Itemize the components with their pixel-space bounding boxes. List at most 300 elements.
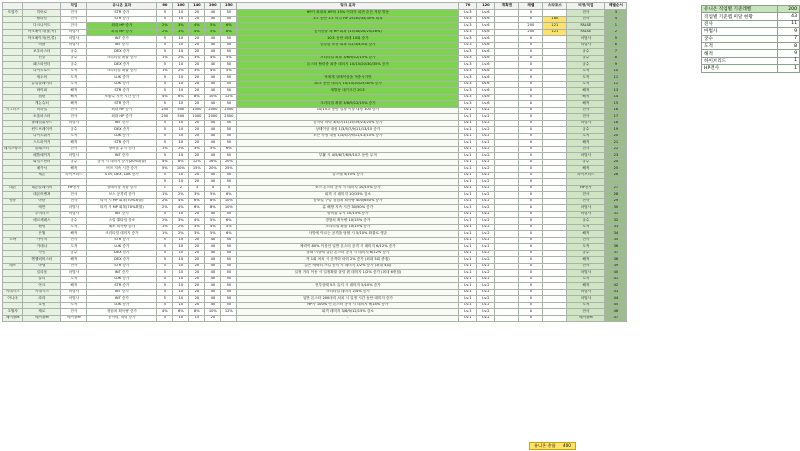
group-cell[interactable]: 노바 (3, 237, 23, 244)
class-cell[interactable]: 마법사 (61, 42, 87, 49)
union-effect-cell[interactable]: 상태이상 저항 증가 (87, 185, 157, 192)
level-250-cell[interactable]: 50 (221, 153, 237, 160)
link-lv2-cell[interactable]: Lv.6 (477, 75, 495, 82)
level-cell[interactable]: 0 (519, 231, 543, 238)
level-cell[interactable]: 0 (519, 36, 543, 43)
job-name-cell[interactable]: 카데나 (23, 244, 61, 251)
level-100-cell[interactable]: 10 (173, 62, 189, 69)
level-100-cell[interactable]: 10 (173, 172, 189, 179)
class-cell[interactable]: 전사 (61, 263, 87, 270)
union-effect-cell[interactable]: 경험치 획득량 증가 (87, 309, 157, 316)
level-200-cell[interactable]: 4 (205, 185, 221, 192)
class-cell[interactable]: 전사 (61, 192, 87, 199)
class-cell[interactable]: 해적 (61, 140, 87, 147)
order-cell[interactable]: 8 (605, 55, 627, 62)
level-cell[interactable]: 0 (519, 146, 543, 153)
order-cell[interactable]: 36 (605, 244, 627, 251)
level-cell[interactable]: 0 (519, 16, 543, 23)
level-cell[interactable]: 0 (519, 224, 543, 231)
link-effect-cell[interactable]: 상태이상 내성 1/3/5/7/9/11/13/15 증가 (237, 127, 459, 134)
state-cell[interactable]: 궁수 (567, 55, 605, 62)
level-cell[interactable]: 0 (519, 276, 543, 283)
union-effect-cell[interactable]: 스킬 쿨타임 감소 (87, 218, 157, 225)
state-cell[interactable]: 도적 (567, 276, 605, 283)
level-100-cell[interactable]: 10 (173, 120, 189, 127)
class-cell[interactable]: 궁수 (61, 55, 87, 62)
level-250-cell[interactable]: 50 (221, 49, 237, 56)
level-100-cell[interactable]: 10 (173, 276, 189, 283)
level-100-cell[interactable]: 8% (173, 159, 189, 166)
link-lv2-cell[interactable]: Lv.2 (477, 283, 495, 290)
level-cell[interactable]: 0 (519, 10, 543, 17)
level-140-cell[interactable]: 20 (189, 270, 205, 277)
class-cell[interactable]: 마법사 (61, 120, 87, 127)
link-lv2-cell[interactable]: Lv.6 (477, 10, 495, 17)
level-200-cell[interactable]: 5% (205, 23, 221, 30)
link-effect-cell[interactable]: 3초 동안 1초 마다 HP 25/30/35/30% 회복 (237, 16, 459, 23)
level-200-cell[interactable]: 40 (205, 88, 221, 95)
class-cell[interactable]: 궁수 (61, 49, 87, 56)
level-250-cell[interactable]: 50 (221, 244, 237, 251)
level-100-cell[interactable]: 10 (173, 140, 189, 147)
state-cell[interactable]: FALSE (567, 29, 605, 36)
level-140-cell[interactable]: 20 (189, 263, 205, 270)
level-60-cell[interactable]: 250 (157, 114, 173, 121)
state-cell[interactable]: 도적 (567, 68, 605, 75)
state-cell[interactable]: 도적 (567, 81, 605, 88)
order-cell[interactable]: 43 (605, 289, 627, 296)
level-cell[interactable]: 0 (519, 198, 543, 205)
union-effect-cell[interactable]: LUK 증가 (87, 276, 157, 283)
level-60-cell[interactable]: 5 (157, 16, 173, 23)
order-cell[interactable]: 15 (605, 101, 627, 108)
level-cell[interactable]: 0 (519, 283, 543, 290)
level-60-cell[interactable]: 4% (157, 159, 173, 166)
class-cell[interactable]: 마법사 (61, 270, 87, 277)
link-lv1-cell[interactable]: Lv.1 (459, 185, 477, 192)
level-60-cell[interactable]: 4% (157, 309, 173, 316)
link-lv1-cell[interactable]: Lv.3 (459, 10, 477, 17)
link-lv1-cell[interactable]: Lv.3 (459, 49, 477, 56)
level-100-cell[interactable]: 10 (173, 10, 189, 17)
level-100-cell[interactable]: 10 (173, 257, 189, 264)
level-200-cell[interactable]: 40 (205, 36, 221, 43)
level-60-cell[interactable]: 5 (157, 101, 173, 108)
order-cell[interactable]: 31 (605, 211, 627, 218)
level-60-cell[interactable]: 1% (157, 146, 173, 153)
level-250-cell[interactable]: 50 (221, 270, 237, 277)
level-60-cell[interactable]: 2% (157, 23, 173, 30)
level-100-cell[interactable]: 10 (173, 289, 189, 296)
level-250-cell[interactable]: 50 (221, 36, 237, 43)
link-effect-cell[interactable]: 룬 해방 지속 시간 30/50% 증가 (237, 205, 459, 212)
level-60-cell[interactable]: 1 (157, 185, 173, 192)
level-140-cell[interactable]: 20 (189, 101, 205, 108)
level-60-cell[interactable]: 5 (157, 315, 173, 322)
link-lv1-cell[interactable]: Lv.3 (459, 88, 477, 95)
link-lv2-cell[interactable]: Lv.6 (477, 49, 495, 56)
level-100-cell[interactable]: 2% (173, 68, 189, 75)
group-cell[interactable]: 초월자 (3, 309, 23, 316)
state-cell[interactable]: 전사 (567, 114, 605, 121)
level-250-cell[interactable]: 6% (221, 231, 237, 238)
level-100-cell[interactable]: 10 (173, 81, 189, 88)
level-200-cell[interactable]: 5% (205, 29, 221, 36)
level-60-cell[interactable]: 4% (157, 94, 173, 101)
order-cell[interactable]: 38 (605, 257, 627, 264)
union-effect-cell[interactable]: INT 증가 (87, 211, 157, 218)
state-cell[interactable]: FALSE (567, 23, 605, 30)
link-lv2-cell[interactable]: Lv.2 (477, 263, 495, 270)
group-cell[interactable]: 모험가 (3, 10, 23, 17)
level-200-cell[interactable]: 40 (205, 75, 221, 82)
level-200-cell[interactable]: 40 (205, 16, 221, 23)
level-100-cell[interactable]: 4% (173, 205, 189, 212)
level-200-cell[interactable]: 20% (205, 166, 221, 173)
order-cell[interactable]: 16 (605, 107, 627, 114)
level-250-cell[interactable]: 6% (221, 218, 237, 225)
level-60-cell[interactable]: 5 (157, 211, 173, 218)
level-250-cell[interactable]: 50 (221, 276, 237, 283)
class-cell[interactable]: 해적 (61, 166, 87, 173)
group-cell[interactable]: 레지스탕스 (3, 146, 23, 153)
level-250-cell[interactable]: 6% (221, 192, 237, 199)
level-cell[interactable]: 200 (519, 23, 543, 30)
link-effect-cell[interactable]: 체력이 80% 이상인 일반 몬스터 공격 시 데미지 6/12% 증가 (237, 244, 459, 251)
link-lv1-cell[interactable]: Lv.1 (459, 289, 477, 296)
link-lv2-cell[interactable]: Lv.2 (477, 231, 495, 238)
level-250-cell[interactable]: 50 (221, 250, 237, 257)
state-cell[interactable]: 궁수 (567, 218, 605, 225)
state-cell[interactable]: 해적 (567, 140, 605, 147)
level-200-cell[interactable]: 4% (205, 224, 221, 231)
state-cell[interactable]: 전사 (567, 237, 605, 244)
state-cell[interactable]: 마법사 (567, 36, 605, 43)
union-effect-cell[interactable]: STR, DEX, LUK 증가 (87, 172, 157, 179)
order-cell[interactable]: 41 (605, 276, 627, 283)
job-name-cell[interactable]: 보우마스터 (23, 49, 61, 56)
order-cell[interactable]: 47 (605, 315, 627, 322)
level-250-cell[interactable]: 50 (221, 179, 237, 186)
link-lv1-cell[interactable]: Lv.1 (459, 276, 477, 283)
class-cell[interactable]: 전사 (61, 23, 87, 30)
link-effect-cell[interactable]: 크리티컬 데미지 2/4% 증가 (237, 289, 459, 296)
link-lv1-cell[interactable]: Lv.3 (459, 68, 477, 75)
level-cell[interactable]: 0 (519, 101, 543, 108)
order-cell[interactable]: 27 (605, 185, 627, 192)
level-140-cell[interactable]: 4% (189, 218, 205, 225)
class-cell[interactable]: 전사 (61, 107, 87, 114)
level-100-cell[interactable]: 10 (173, 296, 189, 303)
level-cell[interactable]: 0 (519, 257, 543, 264)
job-name-cell[interactable]: 메이플M (23, 315, 61, 322)
link-lv2-cell[interactable]: Lv.6 (477, 29, 495, 36)
link-effect-cell[interactable]: 보스 몬스터 공격 시 데미지 10/15% 증가 (237, 185, 459, 192)
order-cell[interactable]: 34 (605, 231, 627, 238)
link-effect-cell[interactable]: 피격 데미지 3/6/9/12/15% 감소 (237, 309, 459, 316)
level-140-cell[interactable]: 20 (189, 75, 205, 82)
level-250-cell[interactable]: 5% (221, 68, 237, 75)
order-cell[interactable]: 39 (605, 263, 627, 270)
level-250-cell[interactable]: 50 (221, 88, 237, 95)
level-140-cell[interactable]: 20 (189, 10, 205, 17)
level-200-cell[interactable]: 40 (205, 101, 221, 108)
job-name-cell[interactable]: 카인 (23, 250, 61, 257)
level-200-cell[interactable]: 2000 (205, 107, 221, 114)
class-cell[interactable]: 궁수 (61, 159, 87, 166)
level-250-cell[interactable]: 25% (221, 166, 237, 173)
state-cell[interactable]: HP전사 (567, 185, 605, 192)
link-lv1-cell[interactable]: Lv.1 (459, 205, 477, 212)
level-140-cell[interactable]: 20 (189, 211, 205, 218)
job-name-cell[interactable]: 다크나이트 (23, 23, 61, 30)
level-60-cell[interactable]: 5 (157, 270, 173, 277)
link-lv1-cell[interactable]: Lv.1 (459, 127, 477, 134)
level-250-cell[interactable]: 50 (221, 62, 237, 69)
state-cell[interactable]: 마법사 (567, 289, 605, 296)
order-cell[interactable]: 25 (605, 166, 627, 173)
link-lv1-cell[interactable]: Lv.1 (459, 120, 477, 127)
level-250-cell[interactable]: 5% (221, 55, 237, 62)
state-cell[interactable]: 해적 (567, 101, 605, 108)
group-cell[interactable]: 시그너스 (3, 107, 23, 114)
level-200-cell[interactable]: 40 (205, 62, 221, 69)
level-cell[interactable]: 0 (519, 211, 543, 218)
link-lv1-cell[interactable]: Lv.1 (459, 231, 477, 238)
link-lv2-cell[interactable]: Lv.6 (477, 94, 495, 101)
job-name-cell[interactable]: 아크메이지(썬,콜) (23, 36, 61, 43)
level-140-cell[interactable]: 8% (189, 309, 205, 316)
class-cell[interactable]: 전사 (61, 146, 87, 153)
link-effect-cell[interactable]: 10초 동안 최대 10회 증가 (237, 36, 459, 43)
order-cell[interactable]: 28 (605, 192, 627, 199)
union-effect-cell[interactable]: 타격 시 HP 회복(70%확률) (87, 198, 157, 205)
link-lv1-cell[interactable]: Lv.3 (459, 29, 477, 36)
link-lv1-cell[interactable]: Lv.1 (459, 270, 477, 277)
union-effect-cell[interactable]: 크리티컬 확률 증가 (87, 68, 157, 75)
union-effect-cell[interactable]: LUK 증가 (87, 81, 157, 88)
class-cell[interactable]: 마법사 (61, 153, 87, 160)
class-cell[interactable]: 궁수 (61, 62, 87, 69)
union-effect-cell[interactable]: 버프 지속 시간 증가 (87, 166, 157, 173)
state-cell[interactable]: 도적 (567, 133, 605, 140)
job-name-cell[interactable]: 데몬슬레이어 (23, 185, 61, 192)
level-60-cell[interactable]: 250 (157, 107, 173, 114)
level-60-cell[interactable]: 2% (157, 218, 173, 225)
level-60-cell[interactable]: 5 (157, 289, 173, 296)
order-cell[interactable]: 4 (605, 16, 627, 23)
level-60-cell[interactable]: 5 (157, 133, 173, 140)
level-250-cell[interactable]: 50 (221, 283, 237, 290)
level-140-cell[interactable]: 3% (189, 55, 205, 62)
level-100-cell[interactable]: 10 (173, 302, 189, 309)
link-lv2-cell[interactable]: Lv.2 (477, 179, 495, 186)
level-100-cell[interactable]: 3% (173, 29, 189, 36)
job-name-cell[interactable]: 제논 (23, 172, 61, 179)
level-100-cell[interactable]: 10 (173, 49, 189, 56)
level-cell[interactable]: 0 (519, 315, 543, 322)
level-200-cell[interactable]: 5% (205, 146, 221, 153)
level-200-cell[interactable]: 40 (205, 140, 221, 147)
level-100-cell[interactable]: 4% (173, 198, 189, 205)
link-lv1-cell[interactable]: Lv.3 (459, 23, 477, 30)
order-cell[interactable]: 1 (605, 23, 627, 30)
class-cell[interactable]: 해적 (61, 101, 87, 108)
level-100-cell[interactable]: 500 (173, 107, 189, 114)
level-cell[interactable]: 0 (519, 127, 543, 134)
order-cell[interactable]: 10 (605, 68, 627, 75)
link-effect-cell[interactable]: 같은 캐릭터 스킬 공격 시 데미지 1/2% 증가 (최대 4회) (237, 263, 459, 270)
group-cell[interactable]: 메이플M (3, 315, 23, 322)
level-140-cell[interactable]: 20 (189, 140, 205, 147)
level-250-cell[interactable]: 50 (221, 140, 237, 147)
level-200-cell[interactable]: 40 (205, 276, 221, 283)
link-effect-cell[interactable]: 모든 속성 내성 1/3/5/7/9/11/13/15% 증가 (237, 133, 459, 140)
link-lv2-cell[interactable]: Lv.2 (477, 153, 495, 160)
union-effect-cell[interactable]: INT 증가 (87, 153, 157, 160)
order-cell[interactable]: 7 (605, 49, 627, 56)
state-cell[interactable]: 마법사 (567, 270, 605, 277)
state-cell[interactable]: 해적 (567, 166, 605, 173)
level-200-cell[interactable]: 40 (205, 283, 221, 290)
link-lv1-cell[interactable]: Lv.1 (459, 133, 477, 140)
link-lv1-cell[interactable]: Lv.3 (459, 55, 477, 62)
level-200-cell[interactable]: 40 (205, 257, 221, 264)
link-lv1-cell[interactable]: Lv.1 (459, 296, 477, 303)
level-cell[interactable]: 0 (519, 62, 543, 69)
job-name-cell[interactable]: 패스파인더 (23, 62, 61, 69)
level-60-cell[interactable]: 2% (157, 205, 173, 212)
link-lv2-cell[interactable]: Lv.2 (477, 224, 495, 231)
starforce-cell[interactable]: 121 (543, 29, 567, 36)
level-200-cell[interactable]: 10% (205, 309, 221, 316)
level-250-cell[interactable]: 12% (221, 309, 237, 316)
link-lv1-cell[interactable]: Lv.1 (459, 153, 477, 160)
job-name-cell[interactable]: 블래스터 (23, 146, 61, 153)
level-250-cell[interactable]: 6% (221, 23, 237, 30)
order-cell[interactable]: 17 (605, 114, 627, 121)
level-60-cell[interactable]: 5 (157, 263, 173, 270)
class-cell[interactable]: HP전사 (61, 185, 87, 192)
class-cell[interactable]: 마법사 (61, 29, 87, 36)
union-effect-cell[interactable]: DEX 증가 (87, 49, 157, 56)
job-name-cell[interactable]: 캡틴 (23, 94, 61, 101)
state-cell[interactable]: 전사 (567, 198, 605, 205)
union-effect-cell[interactable]: 최대 HP 증가 (87, 114, 157, 121)
link-lv2-cell[interactable]: Lv.6 (477, 16, 495, 23)
link-lv1-cell[interactable]: Lv.1 (459, 172, 477, 179)
class-cell[interactable]: 해적 (61, 257, 87, 264)
level-140-cell[interactable]: 20 (189, 16, 205, 23)
level-60-cell[interactable]: 2% (157, 29, 173, 36)
level-100-cell[interactable]: 10 (173, 237, 189, 244)
link-lv1-cell[interactable]: Lv.3 (459, 81, 477, 88)
state-cell[interactable]: 도적 (567, 224, 605, 231)
state-cell[interactable]: 궁수 (567, 250, 605, 257)
level-140-cell[interactable]: 20 (189, 133, 205, 140)
level-140-cell[interactable]: 20 (189, 302, 205, 309)
link-effect-cell[interactable]: 전투상태 5초 유지 시 데미지 5/10% 증가 (237, 283, 459, 290)
starforce-cell[interactable] (543, 315, 567, 322)
link-effect-cell[interactable]: 크리티컬 확률 3/6/9/12/15% 증가 (237, 55, 459, 62)
order-cell[interactable]: 44 (605, 296, 627, 303)
level-200-cell[interactable]: 8% (205, 198, 221, 205)
job-name-cell[interactable]: 비숍 (23, 42, 61, 49)
level-140-cell[interactable]: 3% (189, 146, 205, 153)
level-140-cell[interactable]: 20 (189, 244, 205, 251)
level-140-cell[interactable]: 8% (189, 94, 205, 101)
link-effect-cell[interactable]: 공격력 마력 3/5/7/11/15/19/23/25% 증가 (237, 120, 459, 127)
level-200-cell[interactable]: 40 (205, 172, 221, 179)
class-cell[interactable]: 궁수 (61, 127, 87, 134)
union-effect-cell[interactable]: 공격 시 데미지 증가(20%확률) (87, 159, 157, 166)
level-200-cell[interactable]: 40 (205, 81, 221, 88)
job-name-cell[interactable]: 소울마스터 (23, 114, 61, 121)
link-lv1-cell[interactable]: Lv.3 (459, 62, 477, 69)
link-lv2-cell[interactable]: Lv.2 (477, 198, 495, 205)
level-250-cell[interactable]: 50 (221, 75, 237, 82)
level-cell[interactable]: 0 (519, 237, 543, 244)
union-effect-cell[interactable]: 크리티컬 데미지 증가 (87, 231, 157, 238)
link-lv1-cell[interactable]: Lv.3 (459, 36, 477, 43)
link-effect-cell[interactable]: 크리티컬 확률 3/6/9/12/15% 증가 (237, 101, 459, 108)
job-name-cell[interactable]: 아크 (23, 283, 61, 290)
level-100-cell[interactable]: 10 (173, 42, 189, 49)
link-lv1-cell[interactable]: Lv.1 (459, 192, 477, 199)
level-250-cell[interactable]: 5 (221, 185, 237, 192)
union-effect-cell[interactable]: STR 증가 (87, 101, 157, 108)
link-effect-cell[interactable]: 10초 동안 데미지 10/15/20/25/30% 증가 (237, 81, 459, 88)
link-lv2-cell[interactable]: Lv.2 (477, 270, 495, 277)
job-name-cell[interactable]: 나이트로드 (23, 68, 61, 75)
job-name-cell[interactable]: 제로 (23, 309, 61, 316)
level-cell[interactable]: 0 (519, 153, 543, 160)
level-250-cell[interactable]: 12% (221, 94, 237, 101)
link-lv1-cell[interactable]: Lv.1 (459, 211, 477, 218)
level-250-cell[interactable]: 50 (221, 120, 237, 127)
class-cell[interactable]: 메이플M (61, 315, 87, 322)
group-cell[interactable]: 영웅 (3, 198, 23, 205)
link-lv2-cell[interactable]: Lv.6 (477, 81, 495, 88)
link-lv2-cell[interactable]: Lv.2 (477, 166, 495, 173)
level-140-cell[interactable]: 20 (189, 49, 205, 56)
level-100-cell[interactable]: 10 (173, 16, 189, 23)
state-cell[interactable]: 하이브리드 (567, 172, 605, 179)
class-cell[interactable]: 해적 (61, 283, 87, 290)
order-cell[interactable]: 42 (605, 283, 627, 290)
union-effect-cell[interactable]: 최대 HP 증가 (87, 23, 157, 30)
link-lv2-cell[interactable]: Lv.6 (477, 88, 495, 95)
level-140-cell[interactable]: 3% (189, 231, 205, 238)
state-cell[interactable]: 궁수 (567, 49, 605, 56)
link-lv1-cell[interactable]: Lv.1 (459, 179, 477, 186)
level-60-cell[interactable]: 1% (157, 224, 173, 231)
table-row[interactable] (3, 315, 627, 322)
level-60-cell[interactable]: 5 (157, 179, 173, 186)
level-140-cell[interactable]: 1000 (189, 114, 205, 121)
order-cell[interactable]: 24 (605, 159, 627, 166)
order-cell[interactable]: 32 (605, 218, 627, 225)
class-cell[interactable]: 마법사 (61, 205, 87, 212)
level-cell[interactable]: 0 (519, 81, 543, 88)
union-effect-cell[interactable]: STR 증가 (87, 140, 157, 147)
union-effect-cell[interactable]: INT 증가 (87, 36, 157, 43)
level-140-cell[interactable]: 4% (189, 23, 205, 30)
state-cell[interactable]: 궁수 (567, 159, 605, 166)
level-60-cell[interactable]: 5 (157, 120, 173, 127)
level-140-cell[interactable]: 20 (189, 179, 205, 186)
order-cell[interactable]: 14 (605, 94, 627, 101)
